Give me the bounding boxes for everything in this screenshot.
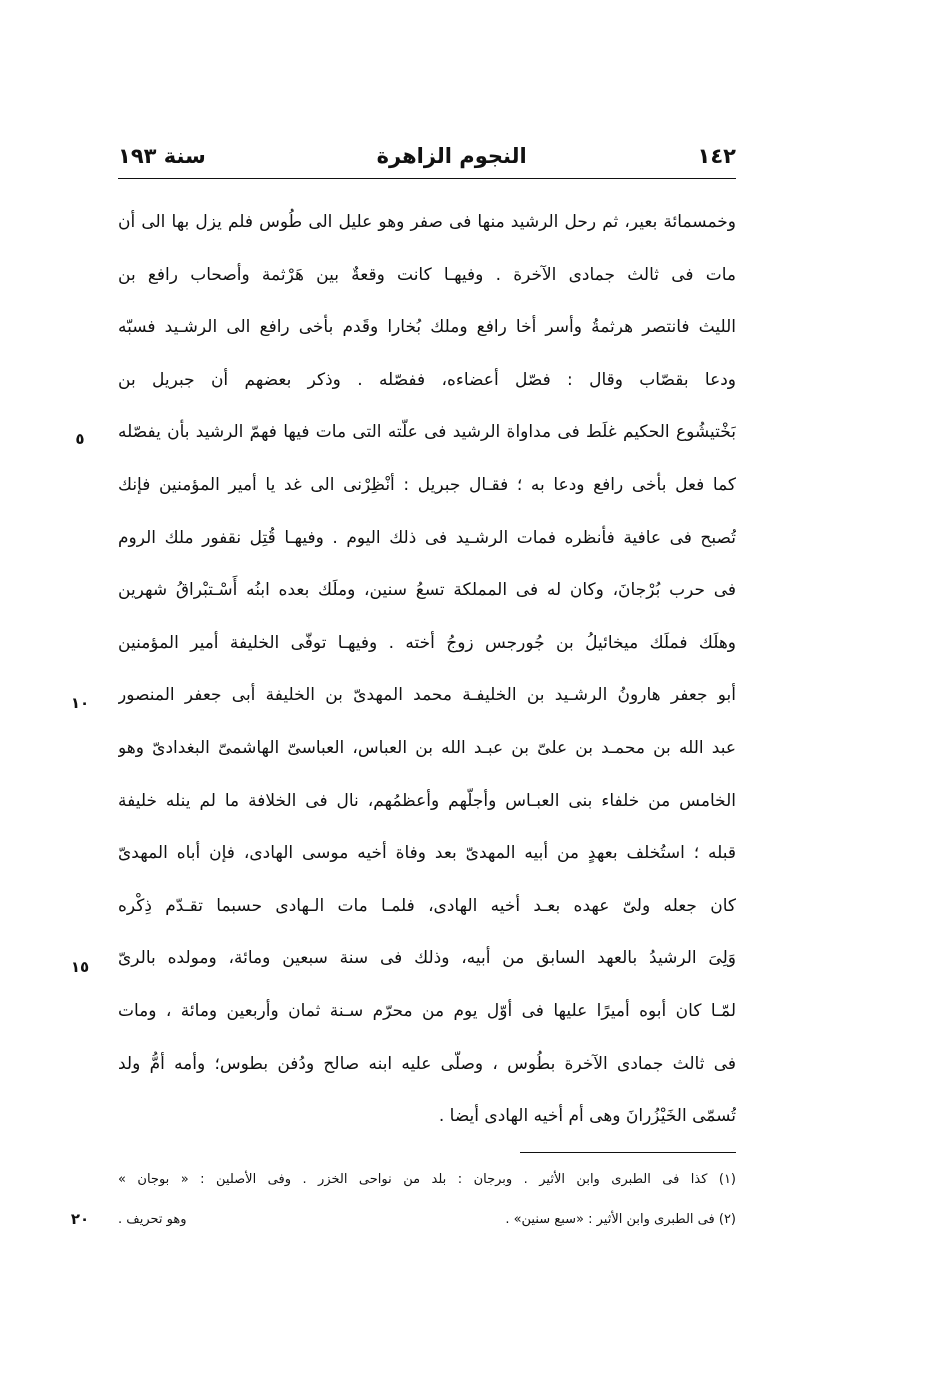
text-line: فى حرب بُرْجانَ، وكان له فى المملكة تسعُ سنين، وملَك بعده ابنُه أَسْـتبْراقُ شهرين xyxy=(118,580,736,601)
text-line: كما فعل بأخى رافع ودعا به ؛ فقـال جبريل : أنْظِرْنى الى غد يا أمير المؤمنين فإنك xyxy=(118,474,736,495)
text-line: كان جعله ولىّ عهده بعـد أخيه الهادى، فلمـا مات الـهادى حسبما تقـدّم ذِكْره xyxy=(118,895,736,916)
page-number: ١٤٢ xyxy=(697,144,736,168)
margin-line-number-20: ٢٠ xyxy=(70,1210,90,1228)
footnote-rule xyxy=(520,1152,736,1153)
header-rule xyxy=(118,178,736,179)
text-line: تُسمّى الخَيْزُرانَ وهى أم أخيه الهادى أيضا . xyxy=(438,1106,736,1127)
margin-line-number-15: ١٥ xyxy=(70,958,90,976)
text-line: تُصبح فى عافية فأنظره فمات الرشـيد فى ذلك اليوم . وفيهـا قُتِل نقفور ملك الروم xyxy=(118,527,736,548)
running-title: النجوم الزاهرة xyxy=(376,144,527,168)
page-header xyxy=(118,136,736,176)
text-line: فى ثالث جمادى الآخرة بطُوس ، وصلّى عليه ابنه صالح ودُفن بطوس؛ وأمه أمُّ ولد xyxy=(118,1053,736,1074)
text-line: الخامس من خلفاء بنى العبـاس وأجلّهم وأعظمُهم، نال فى الخلافة ما لم ينله خليفة xyxy=(118,790,736,811)
text-line: أبو جعفر هارونُ الرشـيد بن الخليفـة محمد المهدىّ بن الخليفة أبى جعفر المنصور xyxy=(118,685,736,706)
footnote-row xyxy=(118,1200,736,1240)
text-line: بَخْتيشُوع الحكيم غلَط فى مداواة الرشيد فى علّته التى مات فيها فهمّ الرشيد بأن يفصّله xyxy=(118,422,736,443)
footnote-1: (١) كذا فى الطبرى وابن الأثير . وبرجان : بلد من نواحى الخزر . وفى الأصلين : « بوجان » xyxy=(118,1172,736,1187)
text-line: وَلِىَ الرشيدُ بالعهد السابق من أبيه، وذلك فى سنة سبعين ومائة، ومولده بالرىّ xyxy=(118,948,736,969)
text-line: وخمسمائة بعير، ثم رحل الرشيد منها فى صفر وهو عليل الى طُوس فلم يزل بها الى أن xyxy=(118,212,736,232)
text-line: الليث فانتصر هرثمةُ وأسر أخا رافع وملك بُخارا وقَدم بأخى رافع الى الرشـيد فسبّه xyxy=(118,317,736,338)
text-line: مات فى ثالث جمادى الآخرة . وفيهـا كانت وقعةٌ بين هَرْثمة وأصحاب رافع بن xyxy=(118,264,736,285)
year-label: سنة ١٩٣ xyxy=(118,144,206,168)
text-line: وهلَك فملَك ميخائيلُ بن جُورجس زوجُ أخته . وفيهـا توفّى الخليفة أمير المؤمنين xyxy=(118,632,736,653)
text-line: ودعا بقصّاب وقال : فصّل أعضاءه، ففصّله . وذكر بعضهم أن جبريل بن xyxy=(118,369,736,390)
main-text xyxy=(118,196,736,1143)
margin-line-number-10: ١٠ xyxy=(70,694,90,712)
text-line: لمّـا كان أبوه أميرًا عليها فى أوّل يوم من محرّم سـنة ثمان وأربعين ومائة ، ومات xyxy=(118,1000,736,1021)
footnote-2: (٢) فى الطبرى وابن الأثير : «سبع سنين» . xyxy=(505,1212,736,1227)
footnotes xyxy=(118,1160,736,1240)
text-line: عبد الله بن محمـد بن علىّ بن عبـد الله بن العباس، العباسىّ الهاشمىّ البغدادىّ وهو xyxy=(118,737,736,758)
text-line: قبله ؛ استُخلف بعهدٍ من أبيه المهدىّ بعد وفاة أخيه موسى الهادى، فإن أباه المهدىّ xyxy=(118,843,736,864)
margin-line-number-5: ٥ xyxy=(75,430,85,448)
footnote-1-continued: وهو تحريف . xyxy=(118,1212,187,1227)
